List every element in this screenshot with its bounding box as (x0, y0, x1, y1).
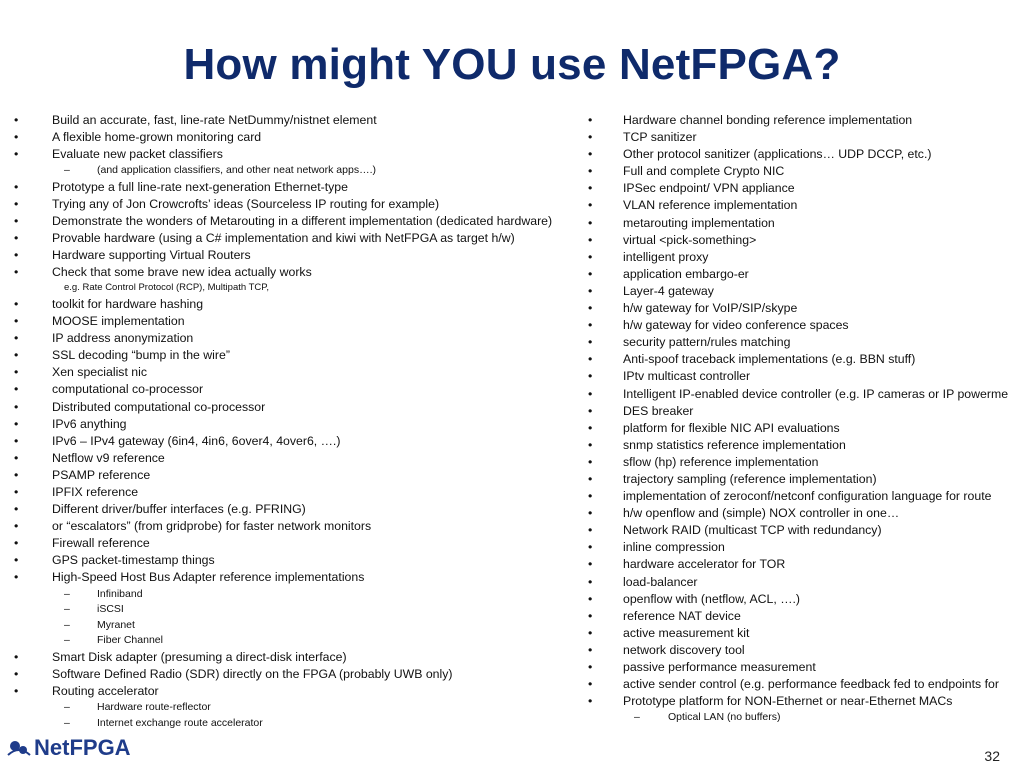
list-item-text: Xen specialist nic (52, 365, 148, 380)
list-item (0, 518, 590, 535)
bullet-marker: • (588, 523, 593, 538)
dash-marker: – (64, 716, 70, 729)
bullet-marker: • (14, 314, 19, 329)
bullet-marker: • (14, 519, 19, 534)
bullet-marker: • (14, 649, 19, 664)
list-item (572, 300, 1024, 317)
bullet-marker: • (588, 437, 593, 452)
list-item (572, 693, 1024, 710)
bullet-marker: • (14, 416, 19, 431)
list-item-text: intelligent proxy (623, 249, 709, 264)
list-item (572, 625, 1024, 642)
netfpga-logo-icon (6, 737, 32, 761)
list-item-text: Routing accelerator (52, 684, 159, 699)
list-item (0, 649, 590, 666)
bullet-marker: • (588, 147, 593, 162)
bullet-marker: • (588, 318, 593, 333)
list-item (572, 642, 1024, 659)
list-item-text: active measurement kit (623, 625, 750, 640)
list-item (572, 488, 1024, 505)
logo-text-net: Net (34, 735, 70, 760)
list-item (0, 535, 590, 552)
sub-list-item (572, 710, 1024, 726)
bullet-marker: • (14, 450, 19, 465)
bullet-marker: • (588, 198, 593, 213)
list-item-text: inline compression (623, 540, 725, 555)
list-item (0, 683, 590, 700)
list-item (0, 381, 590, 398)
list-item (0, 196, 593, 213)
list-item-text: computational co-processor (52, 382, 204, 397)
bullet-marker: • (588, 420, 593, 435)
list-item-text: Netflow v9 reference (52, 450, 165, 465)
logo-text-fpga: FPGA (69, 735, 131, 760)
bullet-marker: • (588, 557, 593, 572)
bullet-marker: • (588, 130, 593, 145)
list-item (0, 484, 590, 501)
list-item (0, 112, 593, 129)
bullet-marker: • (588, 642, 593, 657)
bullet-marker: • (588, 574, 593, 589)
list-item-text: security pattern/rules matching (623, 335, 791, 350)
list-item-text: A flexible home-grown monitoring card (52, 130, 262, 145)
bullet-marker: • (588, 335, 593, 350)
list-item-text: active sender control (e.g. performance feedback fed to endpoints for (623, 677, 999, 692)
list-item (0, 467, 590, 484)
bullet-marker: • (588, 506, 593, 521)
bullet-marker: • (14, 365, 19, 380)
bullet-marker: • (14, 196, 19, 211)
list-item-text: or “escalators” (from gridprobe) for faster network monitors (52, 519, 372, 534)
bullet-marker: • (588, 386, 593, 401)
list-item (0, 347, 590, 364)
list-item-text: network discovery tool (623, 642, 745, 657)
list-item (0, 247, 593, 264)
list-item (572, 437, 1024, 454)
right-bullet-list (572, 112, 1024, 726)
list-item-text: TCP sanitizer (623, 130, 697, 145)
list-item-text: iSCSI (97, 603, 124, 616)
bullet-marker: • (14, 348, 19, 363)
list-item (0, 569, 590, 586)
bullet-marker: • (14, 130, 19, 145)
list-item (572, 232, 1024, 249)
sub-list-item (0, 700, 590, 716)
list-item-text: load-balancer (623, 574, 698, 589)
sub-list-item (0, 633, 590, 649)
list-item-text: Hardware channel bonding reference implementation (623, 113, 913, 127)
list-item-text: openflow with (netflow, ACL, ….) (623, 591, 801, 606)
bullet-marker: • (588, 591, 593, 606)
list-item (572, 556, 1024, 573)
bullet-marker: • (588, 164, 593, 179)
bullet-marker: • (588, 540, 593, 555)
list-item-text: VLAN reference implementation (623, 198, 798, 213)
list-item-text: IPSec endpoint/ VPN appliance (623, 181, 795, 196)
sub-list-item (0, 163, 593, 179)
bullet-marker: • (588, 608, 593, 623)
bullet-marker: • (588, 660, 593, 674)
list-item (0, 313, 590, 330)
list-item (572, 180, 1024, 197)
list-item-text: Infiniband (97, 587, 143, 600)
bullet-marker: • (14, 433, 19, 448)
list-item-text: e.g. Rate Control Protocol (RCP), Multipath TCP, (64, 282, 270, 294)
list-item-text: (and application classifiers, and other neat network apps….) (97, 164, 376, 177)
list-item-text: IPFIX reference (52, 484, 139, 499)
list-item (572, 283, 1024, 300)
list-item-text: implementation of zeroconf/netconf configuration language for route (623, 489, 992, 504)
list-item-text: Different driver/buffer interfaces (e.g. PFRING) (52, 502, 306, 517)
list-item-text: Hardware route-reflector (97, 701, 211, 714)
list-item-text: IPv6 – IPv4 gateway (6in4, 4in6, 6over4, 4over6, ….) (52, 433, 341, 448)
list-item (572, 266, 1024, 283)
bullet-marker: • (14, 570, 19, 585)
list-item (0, 416, 590, 433)
bullet-marker: • (14, 536, 19, 551)
list-item-text: Myranet (97, 618, 135, 631)
bullet-marker: • (588, 283, 593, 298)
list-item-text: Trying any of Jon Crowcrofts’ ideas (Sourceless IP routing for example) (52, 196, 440, 211)
bullet-marker: • (14, 331, 19, 346)
list-item (0, 296, 590, 313)
list-item-text: Full and complete Crypto NIC (623, 164, 785, 179)
list-item-text: platform for flexible NIC API evaluations (623, 420, 840, 435)
list-item-text: Intelligent IP-enabled device controller (e.g. IP cameras or IP powerme (623, 386, 1009, 401)
list-item-text: sflow (hp) reference implementation (623, 454, 819, 469)
list-item (572, 420, 1024, 437)
list-item-text: Prototype a full line-rate next-generation Ethernet-type (52, 179, 348, 194)
list-item-text: virtual <pick-something> (623, 232, 757, 247)
bullet-marker: • (588, 352, 593, 367)
bullet-marker: • (588, 454, 593, 469)
bullet-marker: • (588, 232, 593, 247)
list-item (572, 334, 1024, 351)
list-item-text: h/w gateway for VoIP/SIP/skype (623, 301, 798, 316)
list-item-text: Software Defined Radio (SDR) directly on the FPGA (probably UWB only) (52, 667, 453, 681)
bullet-marker: • (588, 369, 593, 384)
dash-marker: – (64, 603, 70, 616)
page-number: 32 (984, 748, 1000, 764)
list-item (572, 539, 1024, 556)
list-item (0, 230, 593, 247)
list-item (0, 501, 590, 518)
list-item-text: passive performance measurement (623, 660, 816, 674)
list-item-text: IP address anonymization (52, 331, 194, 346)
left-bullet-list (0, 112, 593, 731)
sub-list-item (0, 587, 590, 603)
bullet-marker: • (14, 179, 19, 194)
list-item-text: reference NAT device (623, 608, 741, 623)
list-item (572, 386, 1024, 403)
list-item-text: Internet exchange route accelerator (97, 716, 263, 729)
list-item-text: Build an accurate, fast, line-rate NetDummy/nistnet element (52, 113, 377, 127)
list-item-text: Other protocol sanitizer (applications… UDP DCCP, etc.) (623, 147, 932, 162)
list-item (572, 249, 1024, 266)
list-item-text: DES breaker (623, 403, 694, 418)
bullet-marker: • (588, 181, 593, 196)
list-item (572, 146, 1024, 163)
list-item-text: snmp statistics reference implementation (623, 437, 846, 452)
bullet-marker: • (14, 502, 19, 517)
list-item-text: Layer-4 gateway (623, 283, 714, 298)
list-item-text: h/w gateway for video conference spaces (623, 318, 849, 333)
list-item (0, 364, 590, 381)
list-item (0, 666, 590, 683)
bullet-marker: • (588, 694, 593, 709)
bullet-marker: • (14, 684, 19, 699)
bullet-marker: • (14, 248, 19, 263)
bullet-marker: • (588, 403, 593, 418)
list-item-text: Evaluate new packet classifiers (52, 147, 223, 162)
list-item-text: GPS packet-timestamp things (52, 553, 215, 568)
list-item-text: Provable hardware (using a C# implementation and kiwi with NetFPGA as target h/w) (52, 231, 515, 246)
list-item-text: hardware accelerator for TOR (623, 557, 786, 572)
bullet-marker: • (588, 249, 593, 264)
dash-marker: – (64, 164, 70, 177)
list-item-text: Prototype platform for NON-Ethernet or near-Ethernet MACs (623, 694, 953, 709)
dash-marker: – (64, 618, 70, 631)
sub-list-item (0, 602, 590, 618)
list-item (572, 129, 1024, 146)
list-item-text: Optical LAN (no buffers) (668, 711, 781, 724)
bullet-marker: • (588, 471, 593, 486)
dash-marker: – (634, 711, 640, 724)
dash-marker: – (64, 701, 70, 714)
dash-marker: – (64, 587, 70, 600)
list-item-text: Distributed computational co-processor (52, 399, 266, 414)
list-item (572, 454, 1024, 471)
list-item-text: High-Speed Host Bus Adapter reference implementations (52, 570, 365, 585)
list-item-text: h/w openflow and (simple) NOX controller in one… (623, 506, 900, 521)
bullet-marker: • (588, 301, 593, 316)
bullet-marker: • (588, 113, 593, 127)
list-item (572, 608, 1024, 625)
list-item (0, 213, 593, 230)
list-item-text: Network RAID (multicast TCP with redundancy) (623, 523, 882, 538)
list-item (572, 112, 1024, 129)
bullet-marker: • (14, 147, 19, 162)
list-item (0, 552, 590, 569)
list-item-text: IPtv multicast controller (623, 369, 751, 384)
list-item-text: Demonstrate the wonders of Metarouting in a different implementation (dedicated hardware) (52, 214, 553, 229)
list-item (572, 403, 1024, 420)
list-item (572, 522, 1024, 539)
list-item (0, 264, 593, 281)
bullet-marker: • (14, 667, 19, 681)
list-item (0, 179, 593, 196)
bullet-marker: • (14, 231, 19, 246)
list-item (572, 163, 1024, 180)
list-item (572, 368, 1024, 385)
list-item-text: Check that some brave new idea actually works (52, 265, 312, 280)
list-item-text: Hardware supporting Virtual Routers (52, 248, 251, 263)
list-item (572, 197, 1024, 214)
list-item-text: Smart Disk adapter (presuming a direct-disk interface) (52, 649, 347, 664)
list-item-text: IPv6 anything (52, 416, 127, 431)
list-item-text: SSL decoding “bump in the wire” (52, 348, 230, 363)
list-item (572, 676, 1024, 693)
dash-marker: – (64, 634, 70, 647)
bullet-marker: • (14, 265, 19, 280)
bullet-marker: • (14, 296, 19, 311)
bullet-marker: • (14, 214, 19, 229)
list-item-text: Firewall reference (52, 536, 150, 551)
list-item (572, 591, 1024, 608)
sub-list-item (0, 716, 590, 732)
list-item (0, 146, 593, 163)
list-item-text: Fiber Channel (97, 634, 163, 647)
bullet-marker: • (588, 677, 593, 692)
list-item (572, 659, 1024, 676)
list-item-text: application embargo-er (623, 266, 749, 281)
bullet-marker: • (14, 399, 19, 414)
list-note (0, 281, 590, 296)
list-item (572, 505, 1024, 522)
list-item (0, 399, 590, 416)
sub-list-item (0, 618, 590, 634)
bullet-marker: • (588, 215, 593, 230)
list-item (572, 215, 1024, 232)
list-item (0, 450, 590, 467)
list-item (0, 433, 590, 450)
bullet-marker: • (588, 489, 593, 504)
list-item-text: metarouting implementation (623, 215, 775, 230)
list-item-text: toolkit for hardware hashing (52, 296, 204, 311)
bullet-marker: • (14, 484, 19, 499)
bullet-marker: • (588, 625, 593, 640)
netfpga-logo (6, 733, 136, 765)
slide-title: How might YOU use NetFPGA? (183, 40, 841, 89)
bullet-marker: • (14, 113, 19, 127)
list-item-text: trajectory sampling (reference implementation) (623, 471, 877, 486)
bullet-marker: • (14, 467, 19, 482)
list-item (572, 574, 1024, 591)
list-item (0, 330, 590, 347)
bullet-marker: • (14, 382, 19, 397)
bullet-marker: • (14, 553, 19, 568)
list-item-text: Anti-spoof traceback implementations (e.g. BBN stuff) (623, 352, 916, 367)
list-item-text: MOOSE implementation (52, 314, 185, 329)
list-item-text: PSAMP reference (52, 467, 151, 482)
list-item (0, 129, 593, 146)
bullet-marker: • (588, 266, 593, 281)
list-item (572, 317, 1024, 334)
list-item (572, 471, 1024, 488)
list-item (572, 351, 1024, 368)
